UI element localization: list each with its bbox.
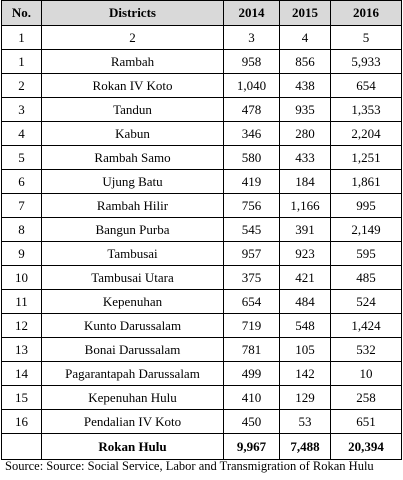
table-cell: Ujung Batu xyxy=(42,170,224,194)
table-cell: 433 xyxy=(280,146,331,170)
table-cell: Rokan IV Koto xyxy=(42,74,224,98)
table-row xyxy=(2,194,402,218)
table-row xyxy=(2,146,402,170)
table-row xyxy=(2,98,402,122)
table-cell: 484 xyxy=(280,290,331,314)
table-cell: 53 xyxy=(280,410,331,434)
table-cell: 375 xyxy=(224,266,280,290)
total-cell-2016: 20,394 xyxy=(331,434,402,460)
table-cell: Kabun xyxy=(42,122,224,146)
table-cell: Tambusai xyxy=(42,242,224,266)
table-cell: 923 xyxy=(280,242,331,266)
table-row xyxy=(2,50,402,74)
table-cell: 3 xyxy=(224,26,280,50)
table-cell: 995 xyxy=(331,194,402,218)
table-row xyxy=(2,170,402,194)
header-cell-districts: Districts xyxy=(42,1,224,26)
table-cell: 1,166 xyxy=(280,194,331,218)
table-row xyxy=(2,386,402,410)
table-cell: 580 xyxy=(224,146,280,170)
table-cell: 1,251 xyxy=(331,146,402,170)
table-cell: 438 xyxy=(280,74,331,98)
table-cell: 1,040 xyxy=(224,74,280,98)
table-cell: 654 xyxy=(224,290,280,314)
table-cell: 957 xyxy=(224,242,280,266)
table-cell: Tandun xyxy=(42,98,224,122)
table-cell: 781 xyxy=(224,338,280,362)
table-cell: 2 xyxy=(42,26,224,50)
table-cell: 548 xyxy=(280,314,331,338)
table-cell: 958 xyxy=(224,50,280,74)
table-cell: Kepenuhan Hulu xyxy=(42,386,224,410)
table-cell: 12 xyxy=(2,314,42,338)
table-cell: 105 xyxy=(280,338,331,362)
header-cell-2014: 2014 xyxy=(224,1,280,26)
table-header-row xyxy=(2,1,402,26)
table-cell: Rambah Samo xyxy=(42,146,224,170)
districts-table xyxy=(1,0,402,460)
table-cell: 756 xyxy=(224,194,280,218)
table-row xyxy=(2,218,402,242)
table-cell: 391 xyxy=(280,218,331,242)
table-row xyxy=(2,410,402,434)
table-cell: 16 xyxy=(2,410,42,434)
table-cell: 2,149 xyxy=(331,218,402,242)
table-row xyxy=(2,122,402,146)
table-cell: Pagarantapah Darussalam xyxy=(42,362,224,386)
total-cell-blank xyxy=(2,434,42,460)
table-cell: 1,424 xyxy=(331,314,402,338)
table-row xyxy=(2,266,402,290)
table-cell: 478 xyxy=(224,98,280,122)
table-cell: 2 xyxy=(2,74,42,98)
table-cell: 719 xyxy=(224,314,280,338)
table-cell: 14 xyxy=(2,362,42,386)
table-cell: 280 xyxy=(280,122,331,146)
table-cell: 346 xyxy=(224,122,280,146)
table-cell: 4 xyxy=(2,122,42,146)
table-cell: Bonai Darussalam xyxy=(42,338,224,362)
table-cell: 142 xyxy=(280,362,331,386)
table-cell: 6 xyxy=(2,170,42,194)
table-cell: 410 xyxy=(224,386,280,410)
table-row xyxy=(2,362,402,386)
table-cell: Kunto Darussalam xyxy=(42,314,224,338)
table-cell: 595 xyxy=(331,242,402,266)
table-row xyxy=(2,314,402,338)
table-cell: 10 xyxy=(331,362,402,386)
table-cell: 8 xyxy=(2,218,42,242)
table-cell: 450 xyxy=(224,410,280,434)
table-cell: 2,204 xyxy=(331,122,402,146)
table-cell: 532 xyxy=(331,338,402,362)
table-cell: Kepenuhan xyxy=(42,290,224,314)
table-cell: 184 xyxy=(280,170,331,194)
table-cell: 1,861 xyxy=(331,170,402,194)
table-cell: 5 xyxy=(331,26,402,50)
header-cell-no: No. xyxy=(2,1,42,26)
table-cell: Rambah Hilir xyxy=(42,194,224,218)
table-cell: 654 xyxy=(331,74,402,98)
index-row xyxy=(2,26,402,50)
table-cell: 258 xyxy=(331,386,402,410)
table-row xyxy=(2,242,402,266)
table-row xyxy=(2,74,402,98)
table-cell: 1 xyxy=(2,50,42,74)
table-cell: 5 xyxy=(2,146,42,170)
table-cell: 421 xyxy=(280,266,331,290)
table-row xyxy=(2,338,402,362)
total-cell-label: Rokan Hulu xyxy=(42,434,224,460)
table-cell: 419 xyxy=(224,170,280,194)
table-cell: 10 xyxy=(2,266,42,290)
table-cell: 13 xyxy=(2,338,42,362)
table-body xyxy=(2,26,402,434)
table-cell: 485 xyxy=(331,266,402,290)
table-cell: 935 xyxy=(280,98,331,122)
header-cell-2015: 2015 xyxy=(280,1,331,26)
table-cell: 1 xyxy=(2,26,42,50)
table-cell: 545 xyxy=(224,218,280,242)
table-cell: 856 xyxy=(280,50,331,74)
table-cell: 499 xyxy=(224,362,280,386)
table-cell: Bangun Purba xyxy=(42,218,224,242)
table-cell: 651 xyxy=(331,410,402,434)
source-note: Source: Source: Social Service, Labor and Transmigration of Rokan Hulu xyxy=(5,459,374,473)
total-cell-2015: 7,488 xyxy=(280,434,331,460)
total-row xyxy=(2,434,402,460)
table-cell: 4 xyxy=(280,26,331,50)
table-cell: 9 xyxy=(2,242,42,266)
table-cell: 129 xyxy=(280,386,331,410)
header-cell-2016: 2016 xyxy=(331,1,402,26)
table-cell: Tambusai Utara xyxy=(42,266,224,290)
table-cell: Rambah xyxy=(42,50,224,74)
table-container xyxy=(1,0,401,460)
table-cell: 15 xyxy=(2,386,42,410)
total-cell-2014: 9,967 xyxy=(224,434,280,460)
table-cell: 524 xyxy=(331,290,402,314)
table-cell: 3 xyxy=(2,98,42,122)
table-cell: 11 xyxy=(2,290,42,314)
table-row xyxy=(2,290,402,314)
table-cell: 7 xyxy=(2,194,42,218)
table-cell: 1,353 xyxy=(331,98,402,122)
table-cell: 5,933 xyxy=(331,50,402,74)
table-cell: Pendalian IV Koto xyxy=(42,410,224,434)
